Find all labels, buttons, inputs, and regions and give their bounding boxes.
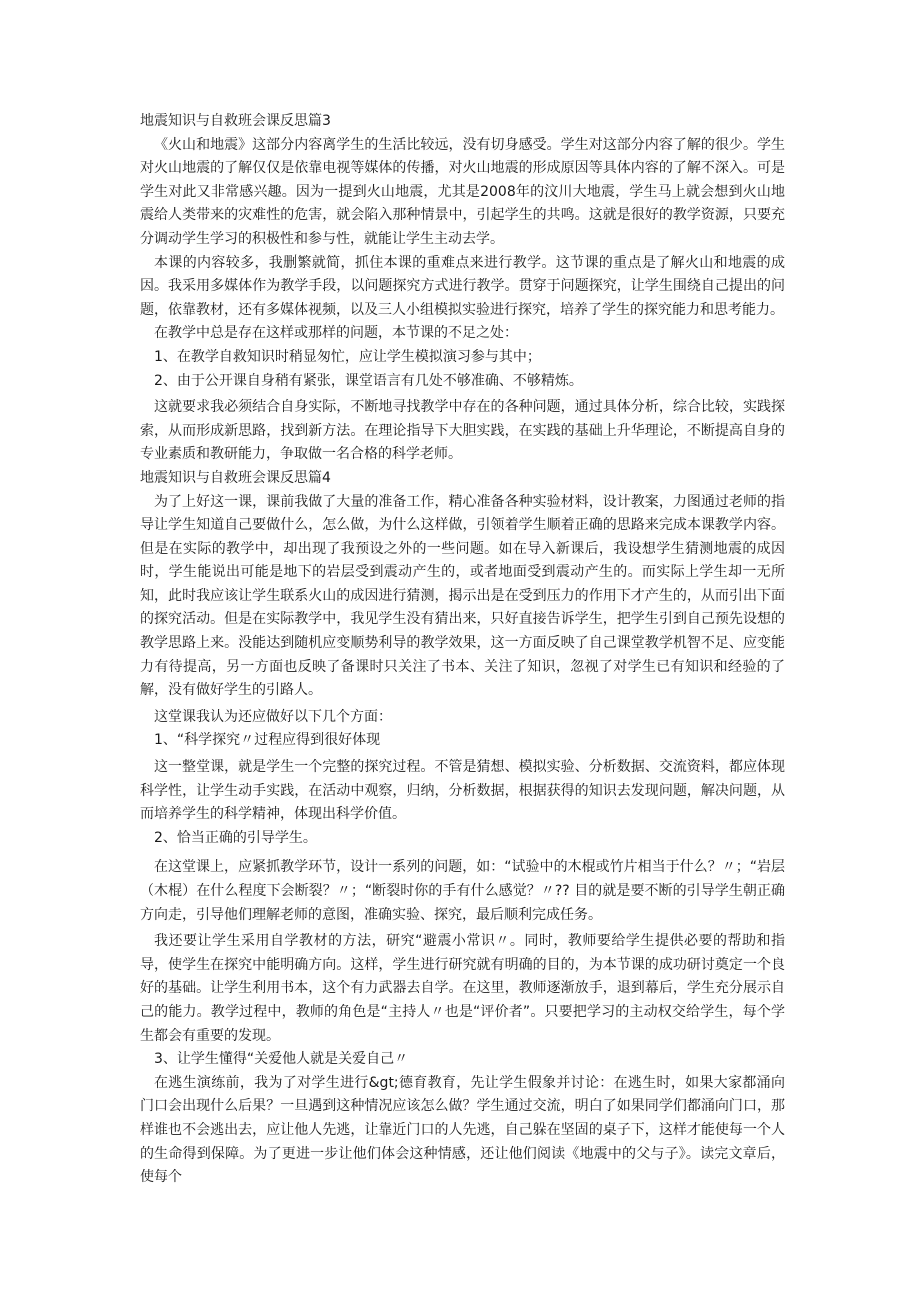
paragraph: 这就要求我必须结合自身实际，不断地寻找教学中存在的各种问题，通过具体分析，综合比较，实践探索，从而形成新思路，找到新方法。在理论指导下大胆实践，在实践的基础上升华理论，不断提高自身的专业素质和教研能力，争取做一名合格的科学老师。 (140, 399, 785, 463)
subheading: 3、让学生懂得“关爱他人就是关爱自己〃 (154, 1051, 409, 1068)
paragraph: 这一整堂课，就是学生一个完整的探究过程。不管是猜想、模拟实验、分析数据、交流资料，都应体现科学性，让学生动手实践，在活动中观察，归纳，分析数据，根据获得的知识去发现问题，解决问题，从而培养学生的科学精神，体现出科学价值。 (140, 759, 785, 823)
paragraph: 这堂课我认为还应做好以下几个方面： (154, 708, 392, 725)
paragraph: 为了上好这一课，课前我做了大量的准备工作，精心准备各种实验材料，设计教案，力图通过老师的指导让学生知道自己要做什么，怎么做，为什么这样做，引领着学生顺着正确的思路来完成本课教学内容。但是在实际的教学中，却出现了我预设之外的一些问题。如在导入新课后，我设想学生猜测地震的成因时，学生能说出可能是地下的岩层受到震动产生的，或者地面受到震动产生的。而实际上学生却一无所知，此时我应该让学生联系火山的成因进行猜测，揭示出是在受到压力的作用下才产生的，从而引出下面的探究活动。但是在实际教学中，我见学生没有猜出来，只好直接告诉学生，把学生引到自己预先设想的教学思路上来。没能达到随机应变顺势利导的教学效果，这一方面反映了自己课堂教学机智不足、应变能力有待提高，另一方面也反映了备课时只关注了书本、关注了知识，忽视了对学生已有知识和经验的了解，没有做好学生的引路人。 (140, 493, 785, 699)
subheading: 2、恰当正确的引导学生。 (154, 829, 317, 846)
paragraph: 在逃生演练前，我为了对学生进行&gt;德育教育，先让学生假象并讨论：在逃生时，如果大家都涌向门口会出现什么后果？一旦遇到这种情况应该怎么做？学生通过交流，明白了如果同学们都涌向门口，那样谁也不会逃出去，应让他人先逃，让靠近门口的人先逃，自己躲在坚固的桌子下，这样才能使每一个人的生命得到保障。为了更进一步让他们体会这种情感，还让他们阅读《地震中的父与子》。读完文章后，使每个 (140, 1074, 785, 1186)
paragraph: 在教学中总是存在这样或那样的问题，本节课的不足之处： (154, 325, 518, 342)
paragraph: 在这堂课上，应紧抓教学环节，设计一系列的问题，如：“试验中的木棍或竹片相当于什么？〃；“岩层（木棍）在什么程度下会断裂？〃；“断裂时你的手有什么感觉？〃?? 目的就是要不断的引导学生朝正确方向走，引导他们理解老师的意图，准确实验、探究，最后顺利完成任务。 (140, 859, 785, 923)
section-heading-4: 地震知识与自救班会课反思篇4 (140, 469, 331, 486)
paragraph: 《火山和地震》这部分内容离学生的生活比较远，没有切身感受。学生对这部分内容了解的很少。学生对火山地震的了解仅仅是依靠电视等媒体的传播，对火山地震的形成原因等具体内容的了解不深入。可是学生对此又非常感兴趣。因为一提到火山地震，尤其是2008年的汶川大地震，学生马上就会想到火山地震给人类带来的灾难性的危害，就会陷入那种情景中，引起学生的共鸣。这就是很好的教学资源，只要充分调动学生学习的积极性和参与性，就能让学生主动去学。 (140, 136, 785, 247)
list-item: 1、在教学自救知识时稍显匆忙，应让学生模拟演习参与其中； (154, 348, 541, 365)
paragraph: 本课的内容较多，我删繁就简，抓住本课的重难点来进行教学。这节课的重点是了解火山和地震的成因。我采用多媒体作为教学手段，以问题探究方式进行教学。贯穿于问题探究，让学生围绕自己提出的问题，依靠教材，还有多媒体视频，以及三人小组模拟实验进行探究，培养了学生的探究能力和思考能力。 (140, 254, 785, 318)
document-body (140, 110, 785, 1190)
list-item: 2、由于公开课自身稍有紧张，课堂语言有几处不够准确、不够精炼。 (154, 372, 583, 389)
section-heading-3: 地震知识与自救班会课反思篇3 (140, 113, 331, 129)
subheading: 1、“科学探究〃过程应得到很好体现 (154, 732, 381, 749)
paragraph: 我还要让学生采用自学教材的方法，研究“避震小常识〃。同时，教师要给学生提供必要的帮助和指导，使学生在探究中能明确方向。这样，学生进行研究就有明确的目的，为本节课的成功研讨奠定一个良好的基础。让学生利用书本，这个有力武器去自学。在这里，教师逐渐放手，退到幕后，学生充分展示自己的能力。教学过程中，教师的角色是“主持人〃也是“评价者”。只要把学习的主动权交给学生，每个学生都会有重要的发现。 (140, 933, 785, 1044)
